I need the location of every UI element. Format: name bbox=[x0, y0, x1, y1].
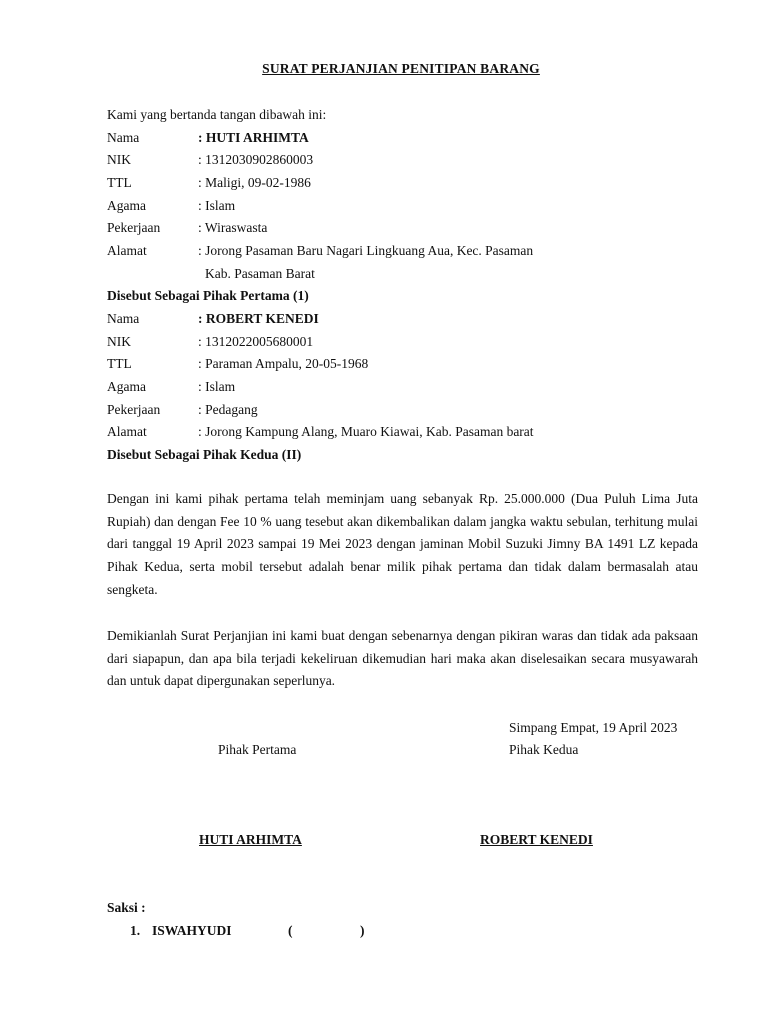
party-1-ttl-value: : Maligi, 09-02-1986 bbox=[198, 175, 311, 190]
party-2-ttl-label: TTL bbox=[107, 356, 132, 371]
party-2-nik-label: NIK bbox=[107, 334, 131, 349]
party-2-occupation-value: : Pedagang bbox=[198, 402, 258, 417]
witness-signature-space: ( ) bbox=[288, 923, 365, 938]
party-2-designation: Disebut Sebagai Pihak Kedua (II) bbox=[107, 447, 302, 462]
party-1-nik-value: : 1312030902860003 bbox=[198, 152, 314, 167]
party-1-designation: Disebut Sebagai Pihak Pertama (1) bbox=[107, 288, 309, 303]
agreement-paragraph: Dengan ini kami pihak pertama telah meminjam uang sebanyak Rp. 25.000.000 (Dua Puluh Lima Juta Rupiah) dan dengan Fee 10 % uang tesebut akan dikembalikan dalam jangka waktu sebulan, terhitung mulai dari tanggal 19 April 2023 sampai 19 Mei 2023 dengan jaminan Mobil Suzuki Jimny BA 1491 LZ kepada Pihak Kedua, serta mobil tersebut adalah benar milik pihak pertama dan tidak dalam bermasalah atau sengketa. bbox=[107, 491, 698, 597]
intro-text: Kami yang bertanda tangan dibawah ini: bbox=[107, 107, 327, 122]
party-1-nik-label: NIK bbox=[107, 152, 131, 167]
first-party-signature-name: HUTI ARHIMTA bbox=[199, 832, 302, 847]
witness-heading: Saksi : bbox=[107, 900, 146, 915]
party-2-religion-value: : Islam bbox=[198, 379, 236, 394]
first-party-label: Pihak Pertama bbox=[218, 742, 297, 757]
party-2-ttl-value: : Paraman Ampalu, 20-05-1968 bbox=[198, 356, 369, 371]
party-1-ttl-label: TTL bbox=[107, 175, 132, 190]
party-2-religion-label: Agama bbox=[107, 379, 146, 394]
party-2-address-label: Alamat bbox=[107, 424, 147, 439]
party-1-address-value: : Jorong Pasaman Baru Nagari Lingkuang Aua, Kec. Pasaman bbox=[198, 243, 534, 258]
witness-number: 1. bbox=[130, 923, 141, 938]
party-1-address-continued: Kab. Pasaman Barat bbox=[205, 266, 315, 281]
document-title: SURAT PERJANJIAN PENITIPAN BARANG bbox=[262, 61, 540, 76]
party-2-name-value: : ROBERT KENEDI bbox=[198, 311, 319, 326]
closing-paragraph: Demikianlah Surat Perjanjian ini kami buat dengan sebenarnya dengan pikiran waras dan tidak ada paksaan dari siapapun, dan apa bila terjadi kekeliruan dikemudian hari maka akan diselesaikan secara musyawarah dan untuk dapat dipergunakan seperlunya. bbox=[107, 628, 698, 689]
party-2-name-label: Nama bbox=[107, 311, 140, 326]
second-party-signature-name: ROBERT KENEDI bbox=[480, 832, 593, 847]
party-2-nik-value: : 1312022005680001 bbox=[198, 334, 314, 349]
second-party-label: Pihak Kedua bbox=[509, 742, 579, 757]
party-1-occupation-label: Pekerjaan bbox=[107, 220, 161, 235]
party-1-name-label: Nama bbox=[107, 130, 140, 145]
party-2-address-value: : Jorong Kampung Alang, Muaro Kiawai, Kab. Pasaman barat bbox=[198, 424, 534, 439]
witness-name: ISWAHYUDI bbox=[152, 923, 232, 938]
party-1-religion-label: Agama bbox=[107, 198, 146, 213]
party-1-occupation-value: : Wiraswasta bbox=[198, 220, 268, 235]
party-1-religion-value: : Islam bbox=[198, 198, 236, 213]
party-2-occupation-label: Pekerjaan bbox=[107, 402, 161, 417]
party-1-name-value: : HUTI ARHIMTA bbox=[198, 130, 309, 145]
party-1-address-label: Alamat bbox=[107, 243, 147, 258]
place-date: Simpang Empat, 19 April 2023 bbox=[509, 720, 678, 735]
